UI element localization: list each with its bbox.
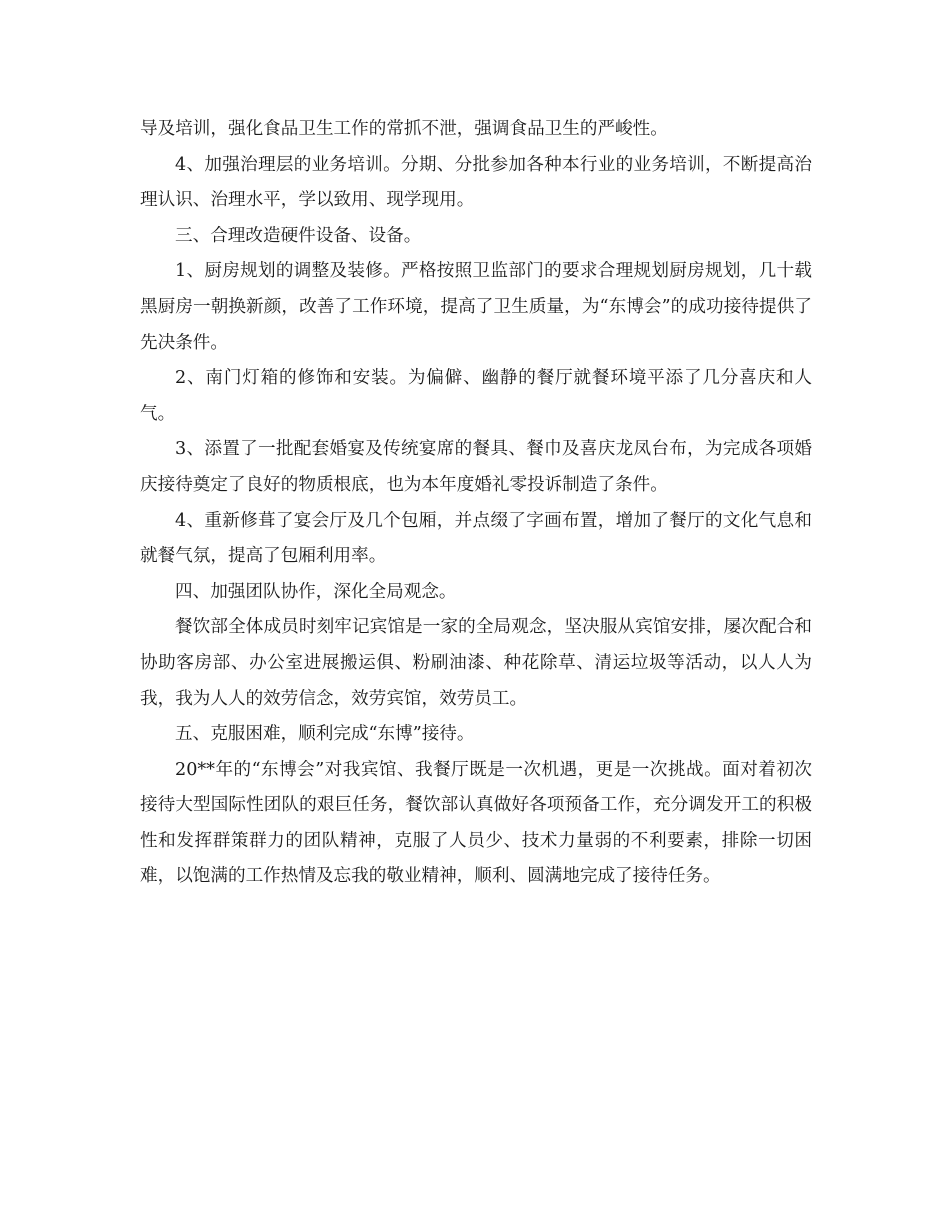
paragraph-item-3-tableware: 3、添置了一批配套婚宴及传统宴席的餐具、餐巾及喜庆龙凤台布，为完成各项婚庆接待奠定了良好的物质根底，也为本年度婚礼零投诉制造了条件。 [140, 439, 812, 495]
paragraph-item-1-kitchen: 1、厨房规划的调整及装修。严格按照卫监部门的要求合理规划厨房规划，几十载黑厨房一朝换新颜，改善了工作环境，提高了卫生质量，为“东博会”的成功接待提供了先决条件。 [140, 261, 812, 353]
paragraph-item-4-management-training: 4、加强治理层的业务培训。分期、分批参加各种本行业的业务培训，不断提高治理认识、治理水平，学以致用、现学现用。 [140, 154, 812, 211]
paragraph-expo-reception: 20**年的“东博会”对我宾馆、我餐厅既是一次机遇，更是一次挑战。面对着初次接待大型国际性团队的艰巨任务，餐饮部认真做好各项预备工作，充分调发开工的积极性和发挥群策群力的团队精神，克服了人员少、技术力量弱的不利要素，排除一切困难，以饱满的工作热情及忘我的敬业精神，顺利、圆满地完成了接待任务。 [140, 759, 812, 887]
paragraph-teamwork: 餐饮部全体成员时刻牢记宾馆是一家的全局观念，坚决服从宾馆安排，屡次配合和协助客房部、办公室进展搬运俱、粉刷油漆、种花除草、清运垃圾等活动，以人人为我，我为人人的效劳信念，效劳宾馆，效劳员工。 [140, 617, 812, 709]
paragraph-item-2-lightbox: 2、南门灯箱的修饰和安装。为偏僻、幽静的餐厅就餐环境平添了几分喜庆和人气。 [140, 368, 812, 424]
paragraph-continuation: 导及培训，强化食品卫生工作的常抓不泄，强调食品卫生的严峻性。 [140, 119, 668, 139]
paragraph-item-4-banquet-hall: 4、重新修葺了宴会厅及几个包厢，并点缀了字画布置，增加了餐厅的文化气息和就餐气氛，提高了包厢利用率。 [140, 510, 812, 567]
section-heading-4: 四、加强团队协作，深化全局观念。 [175, 581, 457, 602]
section-heading-5: 五、克服困难，顺利完成“东博”接待。 [175, 724, 475, 745]
section-heading-3: 三、合理改造硬件设备、设备。 [175, 225, 422, 246]
document-body [140, 112, 812, 895]
